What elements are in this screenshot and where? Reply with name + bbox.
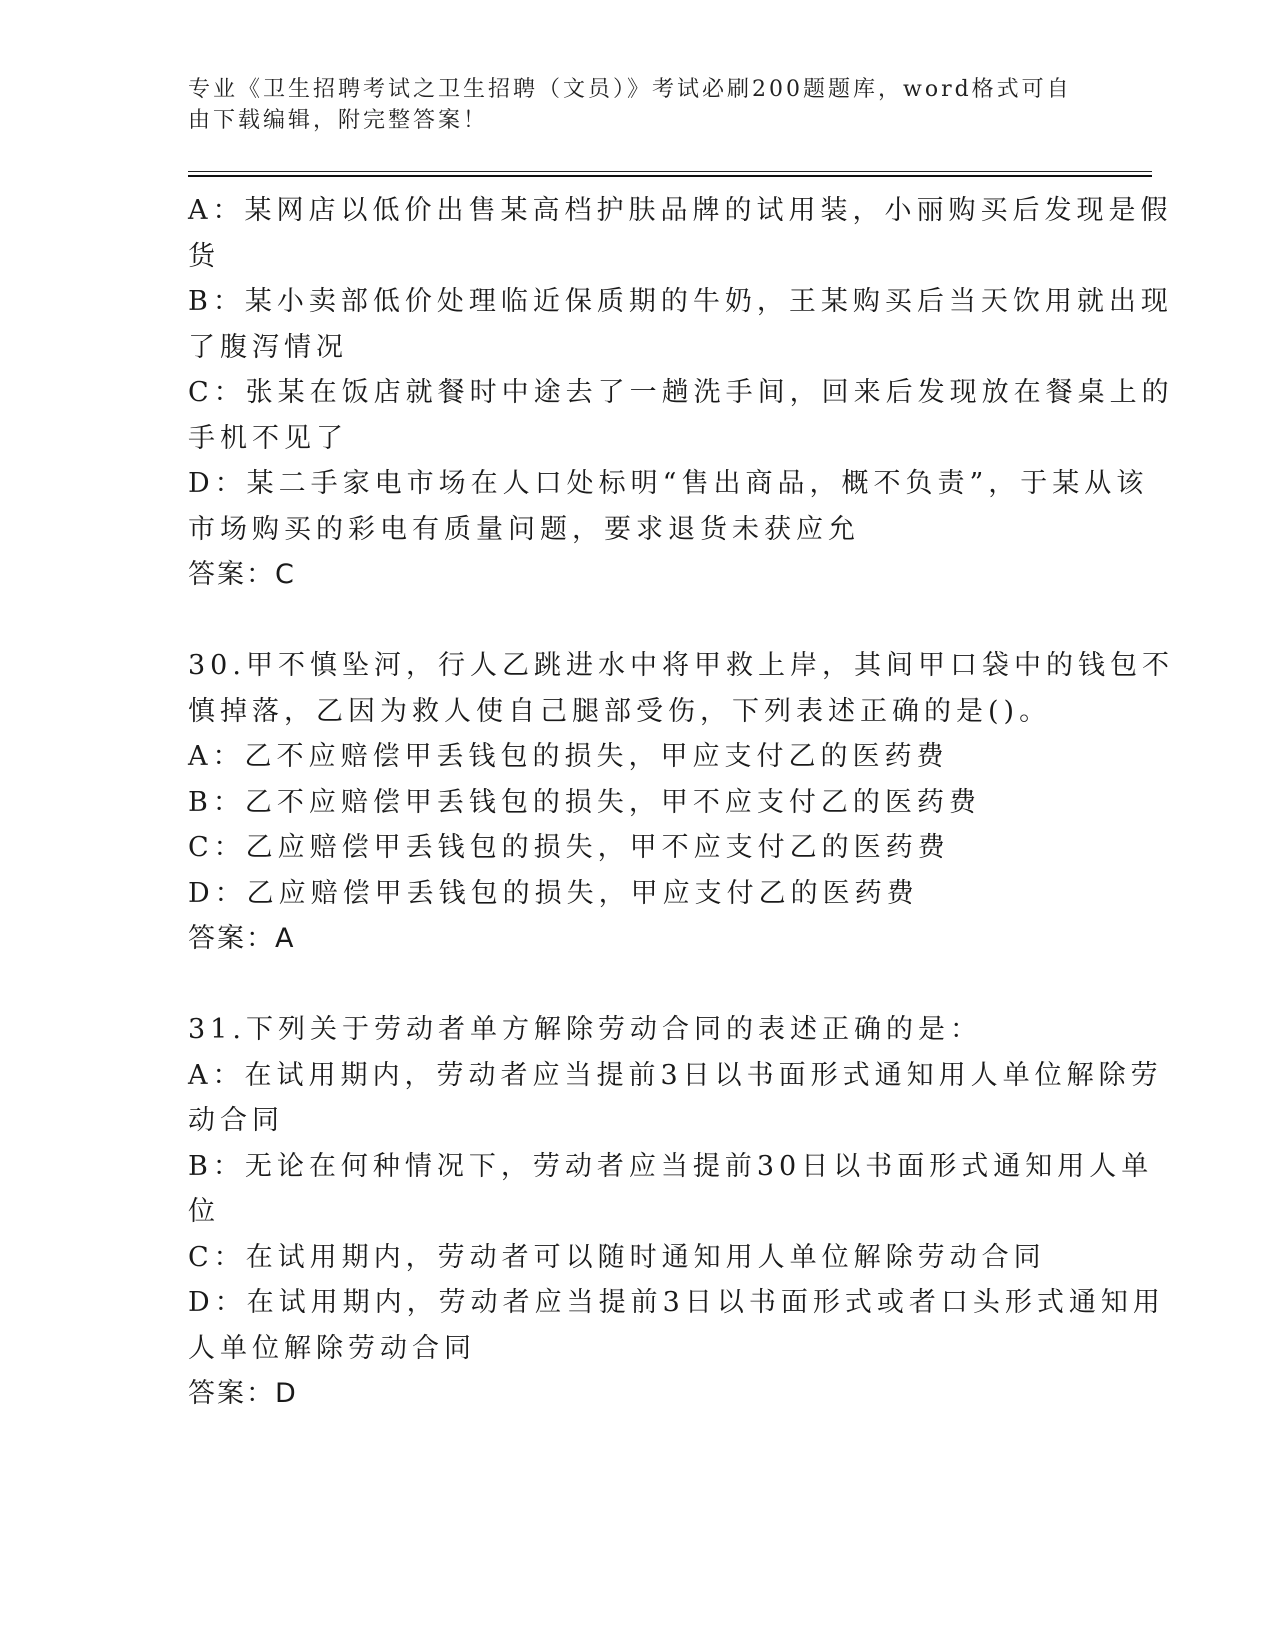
- question-29-options: [188, 188, 1174, 598]
- q30-option-d: D：乙应赔偿甲丢钱包的损失，甲应支付乙的医药费: [188, 877, 919, 909]
- q31-option-d-line-2: 人单位解除劳动合同: [188, 1332, 476, 1364]
- q31-option-a-line-2: 动合同: [188, 1105, 284, 1136]
- header-line-1: 专业《卫生招聘考试之卫生招聘（文员）》考试必刷200题题库，word格式可自: [188, 77, 1072, 102]
- q31-option-d-line-1: D：在试用期内，劳动者应当提前3日以书面形式或者口头形式通知用: [188, 1287, 1165, 1318]
- document-body: [188, 188, 1174, 1417]
- q30-option-b: B：乙不应赔偿甲丢钱包的损失，甲不应支付乙的医药费: [188, 786, 981, 818]
- question-31: [188, 1007, 1165, 1417]
- spacer: [188, 598, 1088, 644]
- header-rule-thick: [188, 175, 1152, 177]
- q30-option-a: A：乙不应赔偿甲丢钱包的损失，甲应支付乙的医药费: [188, 741, 949, 772]
- q30-stem-line-2: 慎掉落，乙因为救人使自己腿部受伤，下列表述正确的是()。: [188, 695, 1052, 727]
- q31-option-b-line-2: 位: [188, 1196, 220, 1227]
- q31-stem-line-1: 31.下列关于劳动者单方解除劳动合同的表述正确的是：: [188, 1014, 982, 1045]
- q29-option-d-line-2: 市场购买的彩电有质量问题，要求退货未获应允: [188, 513, 860, 545]
- header-line-2: 由下载编辑，附完整答案！: [188, 108, 489, 133]
- q31-option-b-line-1: B：无论在何种情况下，劳动者应当提前30日以书面形式通知用人单: [188, 1150, 1154, 1182]
- q30-option-c: C：乙应赔偿甲丢钱包的损失，甲不应支付乙的医药费: [188, 832, 950, 863]
- q29-option-b-line-2: 了腹泻情况: [188, 331, 348, 363]
- q30-stem-line-1: 30.甲不慎坠河，行人乙跳进水中将甲救上岸，其间甲口袋中的钱包不: [188, 650, 1174, 681]
- q30-answer: 答案：A: [188, 923, 296, 954]
- q29-answer: 答案：C: [188, 559, 296, 590]
- document-header: [188, 74, 1078, 136]
- q29-option-d-line-1: D：某二手家电市场在人口处标明“售出商品，概不负责”，于某从该: [188, 468, 1149, 499]
- q29-option-a-line-1: A：某网店以低价出售某高档护肤品牌的试用装，小丽购买后发现是假: [188, 195, 1173, 226]
- q29-option-c-line-1: C：张某在饭店就餐时中途去了一趟洗手间，回来后发现放在餐桌上的: [188, 377, 1174, 408]
- spacer: [188, 962, 1088, 1008]
- q31-option-a-line-1: A：在试用期内，劳动者应当提前3日以书面形式通知用人单位解除劳: [188, 1059, 1163, 1091]
- header-rule-thin: [188, 171, 1152, 172]
- q31-answer: 答案：D: [188, 1378, 298, 1409]
- q31-option-c: C：在试用期内，劳动者可以随时通知用人单位解除劳动合同: [188, 1241, 1046, 1273]
- question-30: [188, 643, 1174, 962]
- q29-option-a-line-2: 货: [188, 240, 220, 272]
- q29-option-b-line-1: B：某小卖部低价处理临近保质期的牛奶，王某购买后当天饮用就出现: [188, 286, 1173, 317]
- q29-option-c-line-2: 手机不见了: [188, 422, 348, 454]
